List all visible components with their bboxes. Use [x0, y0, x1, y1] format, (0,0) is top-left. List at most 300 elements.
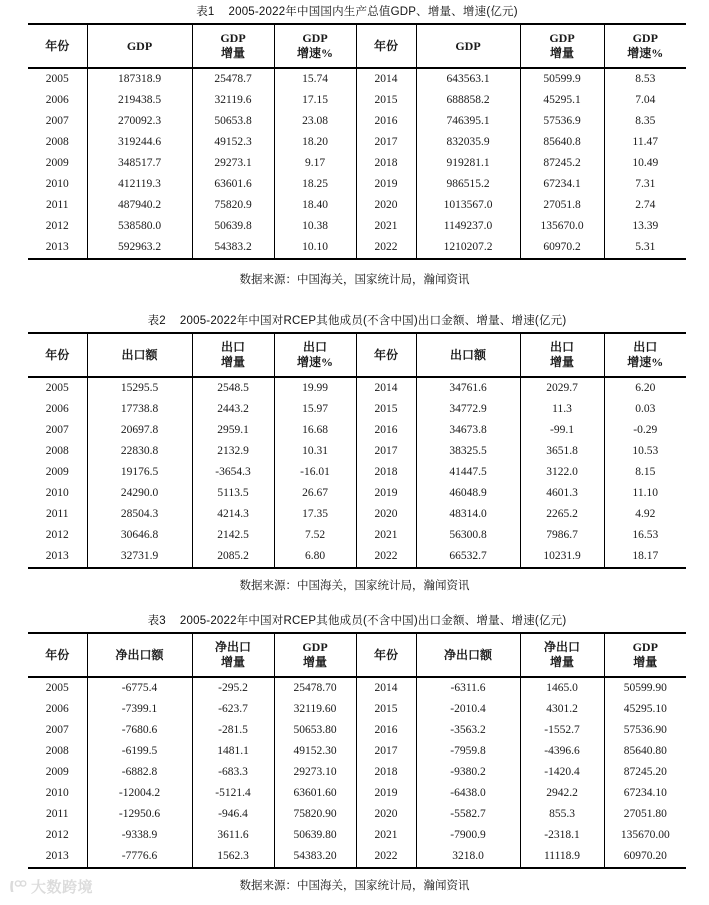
cell: 18.17	[604, 546, 686, 568]
table-row	[28, 546, 686, 568]
table-row	[28, 111, 686, 132]
cell: 2014	[356, 677, 416, 699]
cell: -1420.4	[520, 762, 604, 783]
cell: 50599.9	[520, 68, 604, 90]
cell: 986515.2	[416, 174, 520, 195]
cell: -7900.9	[416, 825, 520, 846]
cell: 2021	[356, 825, 416, 846]
table-3-block	[28, 613, 686, 869]
cell: 46048.9	[416, 483, 520, 504]
table-1-body	[28, 68, 686, 259]
cell: 2016	[356, 720, 416, 741]
cell: -12950.6	[87, 804, 192, 825]
cell: 27051.8	[520, 195, 604, 216]
cell: 2005	[28, 68, 87, 90]
cell: 4301.2	[520, 699, 604, 720]
cell: -12004.2	[87, 783, 192, 804]
table-row	[28, 68, 686, 90]
cell: 34772.9	[416, 399, 520, 420]
cell: 11.3	[520, 399, 604, 420]
cell: -99.1	[520, 420, 604, 441]
cell: 2008	[28, 132, 87, 153]
cell: 2443.2	[192, 399, 274, 420]
cell: 54383.2	[192, 237, 274, 259]
cell: -6882.8	[87, 762, 192, 783]
table-row	[28, 174, 686, 195]
cell: 27051.80	[604, 804, 686, 825]
cell: 7986.7	[520, 525, 604, 546]
col-header-gdp-growth-right	[604, 24, 686, 68]
cell: 60970.2	[520, 237, 604, 259]
cell: 34761.6	[416, 377, 520, 399]
cell: 0.03	[604, 399, 686, 420]
col-header-export-value-right	[416, 333, 520, 377]
col-header-line1: GDP	[302, 31, 328, 45]
cell: 2022	[356, 546, 416, 568]
cell: 18.40	[274, 195, 356, 216]
cell: 2959.1	[192, 420, 274, 441]
table-1-title	[28, 4, 686, 20]
col-header-line1: 年份	[45, 647, 70, 662]
table-3-number: 表3	[147, 615, 166, 627]
cell: 49152.3	[192, 132, 274, 153]
table-1-title-text: 2005-2022年中国国内生产总值GDP、增量、增速(亿元)	[228, 6, 518, 18]
cell: 832035.9	[416, 132, 520, 153]
cell: 6.80	[274, 546, 356, 568]
cell: 10.53	[604, 441, 686, 462]
table-1	[28, 23, 686, 260]
cell: 2015	[356, 90, 416, 111]
cell: 7.52	[274, 525, 356, 546]
col-header-year-right	[356, 633, 416, 677]
table-3-title-text: 2005-2022年中国对RCEP其他成员(不含中国)出口金额、增量、增速(亿元)	[179, 615, 567, 627]
cell: 22830.8	[87, 441, 192, 462]
col-header-year-left	[28, 633, 87, 677]
cell: 270092.3	[87, 111, 192, 132]
table-row	[28, 483, 686, 504]
cell: 1149237.0	[416, 216, 520, 237]
cell: 2006	[28, 399, 87, 420]
cell: 34673.8	[416, 420, 520, 441]
cell: 2009	[28, 762, 87, 783]
cell: -9380.2	[416, 762, 520, 783]
cell: 32731.9	[87, 546, 192, 568]
cell: 17.15	[274, 90, 356, 111]
cell: 2005	[28, 377, 87, 399]
table-row	[28, 420, 686, 441]
cell: 2009	[28, 462, 87, 483]
col-header-line1: GDP	[549, 31, 575, 45]
cell: 2006	[28, 90, 87, 111]
cell: 50599.90	[604, 677, 686, 699]
cell: 592963.2	[87, 237, 192, 259]
cell: 2010	[28, 174, 87, 195]
cell: 4601.3	[520, 483, 604, 504]
cell: 2014	[356, 68, 416, 90]
table-row	[28, 441, 686, 462]
col-header-export-value-left	[87, 333, 192, 377]
cell: 187318.9	[87, 68, 192, 90]
table-row	[28, 399, 686, 420]
cell: 23.08	[274, 111, 356, 132]
table-2	[28, 332, 686, 569]
col-header-export-increment-left	[192, 333, 274, 377]
cell: 1210207.2	[416, 237, 520, 259]
cell: 45295.10	[604, 699, 686, 720]
cell: 28504.3	[87, 504, 192, 525]
col-header-line2: 增量	[302, 655, 327, 669]
cell: 487940.2	[87, 195, 192, 216]
cell: 2085.2	[192, 546, 274, 568]
cell: 32119.60	[274, 699, 356, 720]
cell: 2265.2	[520, 504, 604, 525]
col-header-year-left	[28, 24, 87, 68]
cell: 538580.0	[87, 216, 192, 237]
cell: 30646.8	[87, 525, 192, 546]
cell: 135670.00	[604, 825, 686, 846]
cell: 2021	[356, 216, 416, 237]
cell: 25478.7	[192, 68, 274, 90]
col-header-line1: 年份	[45, 38, 70, 53]
cell: 2.74	[604, 195, 686, 216]
cell: 2008	[28, 441, 87, 462]
cell: -0.29	[604, 420, 686, 441]
col-header-export-growth-right	[604, 333, 686, 377]
cell: 2011	[28, 804, 87, 825]
table-row	[28, 195, 686, 216]
cell: 348517.7	[87, 153, 192, 174]
col-header-year-right	[356, 333, 416, 377]
cell: 3218.0	[416, 846, 520, 868]
cell: -3563.2	[416, 720, 520, 741]
cell: 2013	[28, 546, 87, 568]
cell: -6199.5	[87, 741, 192, 762]
cell: 2017	[356, 741, 416, 762]
cell: 2007	[28, 111, 87, 132]
cell: 6.20	[604, 377, 686, 399]
cell: 2012	[28, 525, 87, 546]
cell: 2011	[28, 195, 87, 216]
cell: 18.25	[274, 174, 356, 195]
table-row	[28, 377, 686, 399]
cell: 87245.2	[520, 153, 604, 174]
cell: 75820.9	[192, 195, 274, 216]
col-header-line2: 增量	[549, 355, 574, 369]
cell: 135670.0	[520, 216, 604, 237]
cell: 2548.5	[192, 377, 274, 399]
cell: -4396.6	[520, 741, 604, 762]
cell: 2017	[356, 132, 416, 153]
cell: 2015	[356, 699, 416, 720]
table-3	[28, 632, 686, 869]
col-header-net-export-increment-right	[520, 633, 604, 677]
cell: 7.31	[604, 174, 686, 195]
table-row	[28, 216, 686, 237]
cell: 11118.9	[520, 846, 604, 868]
cell: -3654.3	[192, 462, 274, 483]
cell: 41447.5	[416, 462, 520, 483]
cell: 63601.60	[274, 783, 356, 804]
table-2-title-text: 2005-2022年中国对RCEP其他成员(不含中国)出口金额、增量、增速(亿元)	[179, 315, 567, 327]
cell: 3122.0	[520, 462, 604, 483]
cell: 56300.8	[416, 525, 520, 546]
col-header-line2: 增速%	[296, 46, 333, 60]
cell: 2942.2	[520, 783, 604, 804]
cell: 25478.70	[274, 677, 356, 699]
cell: 5113.5	[192, 483, 274, 504]
col-header-line1: 出口	[220, 340, 245, 354]
col-header-line1: 出口	[633, 340, 658, 354]
cell: 60970.20	[604, 846, 686, 868]
table-2-number: 表2	[147, 315, 166, 327]
cell: -16.01	[274, 462, 356, 483]
cell: -1552.7	[520, 720, 604, 741]
col-header-line1: 出口额	[449, 347, 486, 362]
cell: 54383.20	[274, 846, 356, 868]
col-header-gdp-increment-right	[604, 633, 686, 677]
table-2-body	[28, 377, 686, 568]
cell: 2022	[356, 237, 416, 259]
cell: -2318.1	[520, 825, 604, 846]
table-row	[28, 825, 686, 846]
cell: 1562.3	[192, 846, 274, 868]
cell: 2020	[356, 504, 416, 525]
table-row	[28, 783, 686, 804]
col-header-gdp-increment-right	[520, 24, 604, 68]
cell: 19176.5	[87, 462, 192, 483]
col-header-line2: 增速%	[296, 355, 333, 369]
cell: 2012	[28, 825, 87, 846]
col-header-gdp-left	[87, 24, 192, 68]
cell: -6438.0	[416, 783, 520, 804]
col-header-line1: 出口额	[121, 347, 158, 362]
col-header-line2: 增速%	[627, 46, 664, 60]
cell: 20697.8	[87, 420, 192, 441]
cell: 2009	[28, 153, 87, 174]
cell: 2010	[28, 783, 87, 804]
col-header-gdp-growth-left	[274, 24, 356, 68]
cell: 10.49	[604, 153, 686, 174]
cell: 67234.1	[520, 174, 604, 195]
col-header-line1: GDP	[302, 640, 328, 654]
cell: 4214.3	[192, 504, 274, 525]
cell: 57536.90	[604, 720, 686, 741]
cell: 2007	[28, 720, 87, 741]
col-header-line2: 增量	[220, 655, 245, 669]
cell: 9.17	[274, 153, 356, 174]
cell: 66532.7	[416, 546, 520, 568]
table-row	[28, 741, 686, 762]
cell: 87245.20	[604, 762, 686, 783]
cell: -7399.1	[87, 699, 192, 720]
cell: 50639.8	[192, 216, 274, 237]
cell: 2014	[356, 377, 416, 399]
col-header-net-export-right	[416, 633, 520, 677]
cell: 2019	[356, 174, 416, 195]
cell: 2142.5	[192, 525, 274, 546]
col-header-export-increment-right	[520, 333, 604, 377]
cell: 3651.8	[520, 441, 604, 462]
col-header-line1: 年份	[45, 347, 70, 362]
cell: 2019	[356, 783, 416, 804]
table-row	[28, 153, 686, 174]
cell: 2029.7	[520, 377, 604, 399]
cell: 11.47	[604, 132, 686, 153]
cell: 412119.3	[87, 174, 192, 195]
cell: -6775.4	[87, 677, 192, 699]
cell: 57536.9	[520, 111, 604, 132]
col-header-line1: 净出口	[214, 640, 251, 654]
cell: 17.35	[274, 504, 356, 525]
cell: 2132.9	[192, 441, 274, 462]
cell: 2005	[28, 677, 87, 699]
cell: 3611.6	[192, 825, 274, 846]
cell: 13.39	[604, 216, 686, 237]
cell: 219438.5	[87, 90, 192, 111]
cell: -5121.4	[192, 783, 274, 804]
cell: -9338.9	[87, 825, 192, 846]
table-3-header-row	[28, 633, 686, 677]
table-row	[28, 804, 686, 825]
cell: 15.97	[274, 399, 356, 420]
table-row	[28, 846, 686, 868]
table-1-block	[28, 4, 686, 260]
cell: 15.74	[274, 68, 356, 90]
cell: 49152.30	[274, 741, 356, 762]
cell: 2019	[356, 483, 416, 504]
col-header-line1: 出口	[549, 340, 574, 354]
cell: 11.10	[604, 483, 686, 504]
table-row	[28, 132, 686, 153]
cell: -281.5	[192, 720, 274, 741]
cell: 4.92	[604, 504, 686, 525]
cell: 2013	[28, 237, 87, 259]
col-header-line1: 出口	[302, 340, 327, 354]
cell: 2016	[356, 420, 416, 441]
cell: -683.3	[192, 762, 274, 783]
cell: 1013567.0	[416, 195, 520, 216]
cell: 2016	[356, 111, 416, 132]
cell: 319244.6	[87, 132, 192, 153]
cell: 2013	[28, 846, 87, 868]
col-header-line2: 增量	[633, 655, 658, 669]
cell: 10.10	[274, 237, 356, 259]
cell: 16.53	[604, 525, 686, 546]
col-header-line1: 年份	[373, 38, 398, 53]
cell: 18.20	[274, 132, 356, 153]
cell: 10.38	[274, 216, 356, 237]
cell: 67234.10	[604, 783, 686, 804]
cell: 2020	[356, 804, 416, 825]
cell: 2012	[28, 216, 87, 237]
col-header-line1: GDP	[455, 38, 481, 53]
col-header-line2: 增量	[220, 355, 245, 369]
table-row	[28, 462, 686, 483]
cell: 2018	[356, 153, 416, 174]
cell: -2010.4	[416, 699, 520, 720]
cell: 17738.8	[87, 399, 192, 420]
cell: 2015	[356, 399, 416, 420]
cell: 2008	[28, 741, 87, 762]
table-row	[28, 762, 686, 783]
table-2-block	[28, 313, 686, 569]
col-header-line2: 增量	[549, 46, 574, 60]
table-row	[28, 504, 686, 525]
cell: 19.99	[274, 377, 356, 399]
col-header-line1: 净出口	[543, 640, 580, 654]
cell: 643563.1	[416, 68, 520, 90]
col-header-line1: 净出口额	[115, 647, 164, 662]
cell: 855.3	[520, 804, 604, 825]
cell: 2020	[356, 195, 416, 216]
col-header-export-growth-left	[274, 333, 356, 377]
cell: 48314.0	[416, 504, 520, 525]
col-header-line2: 增量	[220, 46, 245, 60]
cell: -946.4	[192, 804, 274, 825]
col-header-year-right	[356, 24, 416, 68]
cell: -5582.7	[416, 804, 520, 825]
table-1-number: 表1	[196, 6, 215, 18]
col-header-line2: 增速%	[627, 355, 664, 369]
cell: 85640.80	[604, 741, 686, 762]
cell: 16.68	[274, 420, 356, 441]
table-row	[28, 699, 686, 720]
cell: 919281.1	[416, 153, 520, 174]
table-2-source-note: 数据来源：中国海关，国家统计局，瀚闻资讯	[239, 580, 470, 592]
table-3-source-note: 数据来源：中国海关，国家统计局，瀚闻资讯	[239, 880, 470, 892]
table-3-body	[28, 677, 686, 868]
cell: 2007	[28, 420, 87, 441]
cell: 10231.9	[520, 546, 604, 568]
brand-logo-icon	[8, 877, 27, 896]
table-row	[28, 677, 686, 699]
cell: 24290.0	[87, 483, 192, 504]
table-1-source-note: 数据来源：中国海关，国家统计局，瀚闻资讯	[239, 274, 470, 286]
cell: -623.7	[192, 699, 274, 720]
cell: 8.35	[604, 111, 686, 132]
cell: 29273.10	[274, 762, 356, 783]
cell: 29273.1	[192, 153, 274, 174]
col-header-gdp-right	[416, 24, 520, 68]
table-1-header-row	[28, 24, 686, 68]
cell: -7959.8	[416, 741, 520, 762]
table-row	[28, 237, 686, 259]
cell: -6311.6	[416, 677, 520, 699]
col-header-line1: GDP	[632, 31, 658, 45]
cell: 2021	[356, 525, 416, 546]
cell: -7680.6	[87, 720, 192, 741]
col-header-line2: 增量	[549, 655, 574, 669]
cell: 50653.8	[192, 111, 274, 132]
cell: 2018	[356, 462, 416, 483]
table-2-title	[28, 313, 686, 329]
col-header-line1: GDP	[220, 31, 246, 45]
cell: 5.31	[604, 237, 686, 259]
table-row	[28, 720, 686, 741]
cell: 1481.1	[192, 741, 274, 762]
cell: 8.53	[604, 68, 686, 90]
col-header-gdp-increment-left	[192, 24, 274, 68]
cell: 85640.8	[520, 132, 604, 153]
col-header-gdp-increment-left	[274, 633, 356, 677]
table-row	[28, 90, 686, 111]
cell: 2022	[356, 846, 416, 868]
cell: 45295.1	[520, 90, 604, 111]
cell: 8.15	[604, 462, 686, 483]
table-3-title	[28, 613, 686, 629]
watermark	[8, 876, 93, 897]
cell: 2017	[356, 441, 416, 462]
